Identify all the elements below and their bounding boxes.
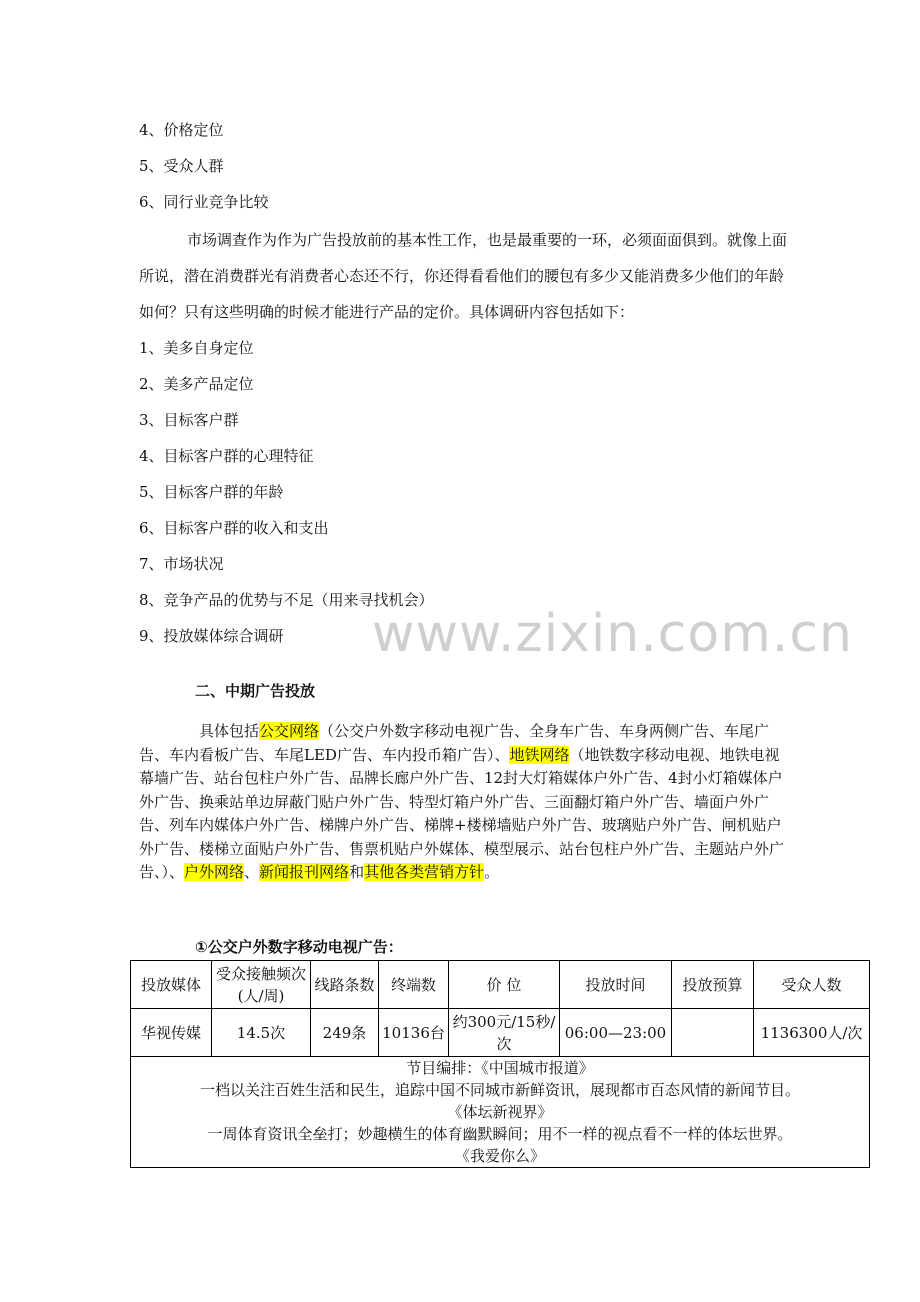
research-item-9: 9、投放媒体综合调研 — [139, 627, 284, 645]
detail-separator: 、 — [244, 863, 260, 881]
detail-end: 。 — [484, 863, 500, 881]
cell-time: 06:00—23:00 — [560, 1009, 672, 1057]
header-routes: 线路条数 — [311, 961, 379, 1009]
header-frequency: 受众接触频次(人/周) — [212, 961, 311, 1009]
highlight-outdoor-network: 户外网络 — [184, 863, 245, 881]
research-item-1: 1、美多自身定位 — [139, 339, 254, 357]
cell-frequency: 14.5次 — [212, 1009, 311, 1057]
header-price: 价 位 — [449, 961, 560, 1009]
list-item-audience: 5、受众人群 — [139, 157, 224, 175]
cell-price: 约300元/15秒/次 — [449, 1009, 560, 1057]
highlight-metro-network: 地铁网络 — [509, 745, 570, 764]
note-line: 一档以关注百姓生活和民生，追踪中国不同城市新鲜资讯，展现都市百态风情的新闻节目。 — [199, 1081, 800, 1099]
cell-budget — [672, 1009, 754, 1057]
section-heading: 二、中期广告投放 — [195, 682, 316, 700]
header-media: 投放媒体 — [131, 961, 212, 1009]
table-title: ①公交户外数字移动电视广告： — [195, 938, 403, 956]
cell-audience: 1136300人/次 — [754, 1009, 870, 1057]
note-line: 《我爱你么》 — [454, 1147, 545, 1165]
table-notes-row — [131, 1057, 870, 1168]
note-line: 一周体育资讯全垒打；妙趣横生的体育幽默瞬间；用不一样的视点看不一样的体坛世界。 — [207, 1125, 793, 1143]
note-line: 节目编排：《中国城市报道》 — [406, 1059, 594, 1077]
highlight-other-methods: 其他各类营销方针 — [364, 863, 485, 881]
header-terminals: 终端数 — [379, 961, 449, 1009]
cell-routes: 249条 — [311, 1009, 379, 1057]
cell-media: 华视传媒 — [131, 1009, 212, 1057]
research-item-3: 3、目标客户群 — [139, 411, 239, 429]
header-time: 投放时间 — [560, 961, 672, 1009]
list-item-competition: 6、同行业竞争比较 — [139, 193, 269, 211]
header-budget: 投放预算 — [672, 961, 754, 1009]
research-item-4: 4、目标客户群的心理特征 — [139, 447, 314, 465]
highlight-news-network: 新闻报刊网络 — [259, 863, 350, 881]
detail-and: 和 — [349, 863, 365, 881]
list-item-price: 4、价格定位 — [139, 121, 224, 139]
highlight-bus-network: 公交网络 — [259, 722, 320, 740]
media-table — [130, 960, 870, 1168]
research-item-7: 7、市场状况 — [139, 555, 224, 573]
detail-metro-items: （地铁数字移动电视、地铁电视幕墙广告、站台包柱户外广告、品牌长廊户外广告、12封大灯箱媒体户外广告、4封小灯箱媒体户外广告、换乘站单边屏蔽门贴户外广告、特型灯箱户外广告、三面翻灯箱户外广告、墙面户外广告、列车内媒体户外广告、梯牌户外广告、梯牌+楼梯墙贴户外广告、玻璃贴户外广告、闸机贴户外广告、楼梯立面贴户外广告、售票机贴户外媒体、模型展示、站台包柱户外广告、主题站户外广告、）、 — [139, 745, 785, 881]
research-item-8: 8、竞争产品的优势与不足（用来寻找机会） — [139, 591, 434, 609]
detail-lead: 具体包括 — [199, 722, 260, 740]
cell-terminals: 10136台 — [379, 1009, 449, 1057]
program-notes — [131, 1057, 870, 1168]
research-item-6: 6、目标客户群的收入和支出 — [139, 519, 329, 537]
watermark: www.zixin.com.cn — [372, 604, 853, 664]
research-item-2: 2、美多产品定位 — [139, 375, 254, 393]
detail-bus-items: （公交户外数字移动电视广告、全身车广告、车身两侧广告、车尾广告、车内看板广告、车尾LED广告、车内投币箱广告）、 — [139, 722, 770, 764]
header-audience: 受众人数 — [754, 961, 870, 1009]
detail-paragraph — [139, 720, 789, 885]
table-header-row — [131, 961, 870, 1009]
intro-paragraph — [139, 222, 790, 330]
intro-text: 市场调查作为作为广告投放前的基本性工作，也是最重要的一环，必须面面俱到。就像上面所说，潜在消费群光有消费者心态还不行，你还得看看他们的腰包有多少又能消费多少他们的年龄如何？只有这些明确的时候才能进行产品的定价。具体调研内容包括如下： — [139, 231, 788, 321]
note-line: 《体坛新视界》 — [447, 1103, 553, 1121]
research-item-5: 5、目标客户群的年龄 — [139, 483, 284, 501]
table-row — [131, 1009, 870, 1057]
